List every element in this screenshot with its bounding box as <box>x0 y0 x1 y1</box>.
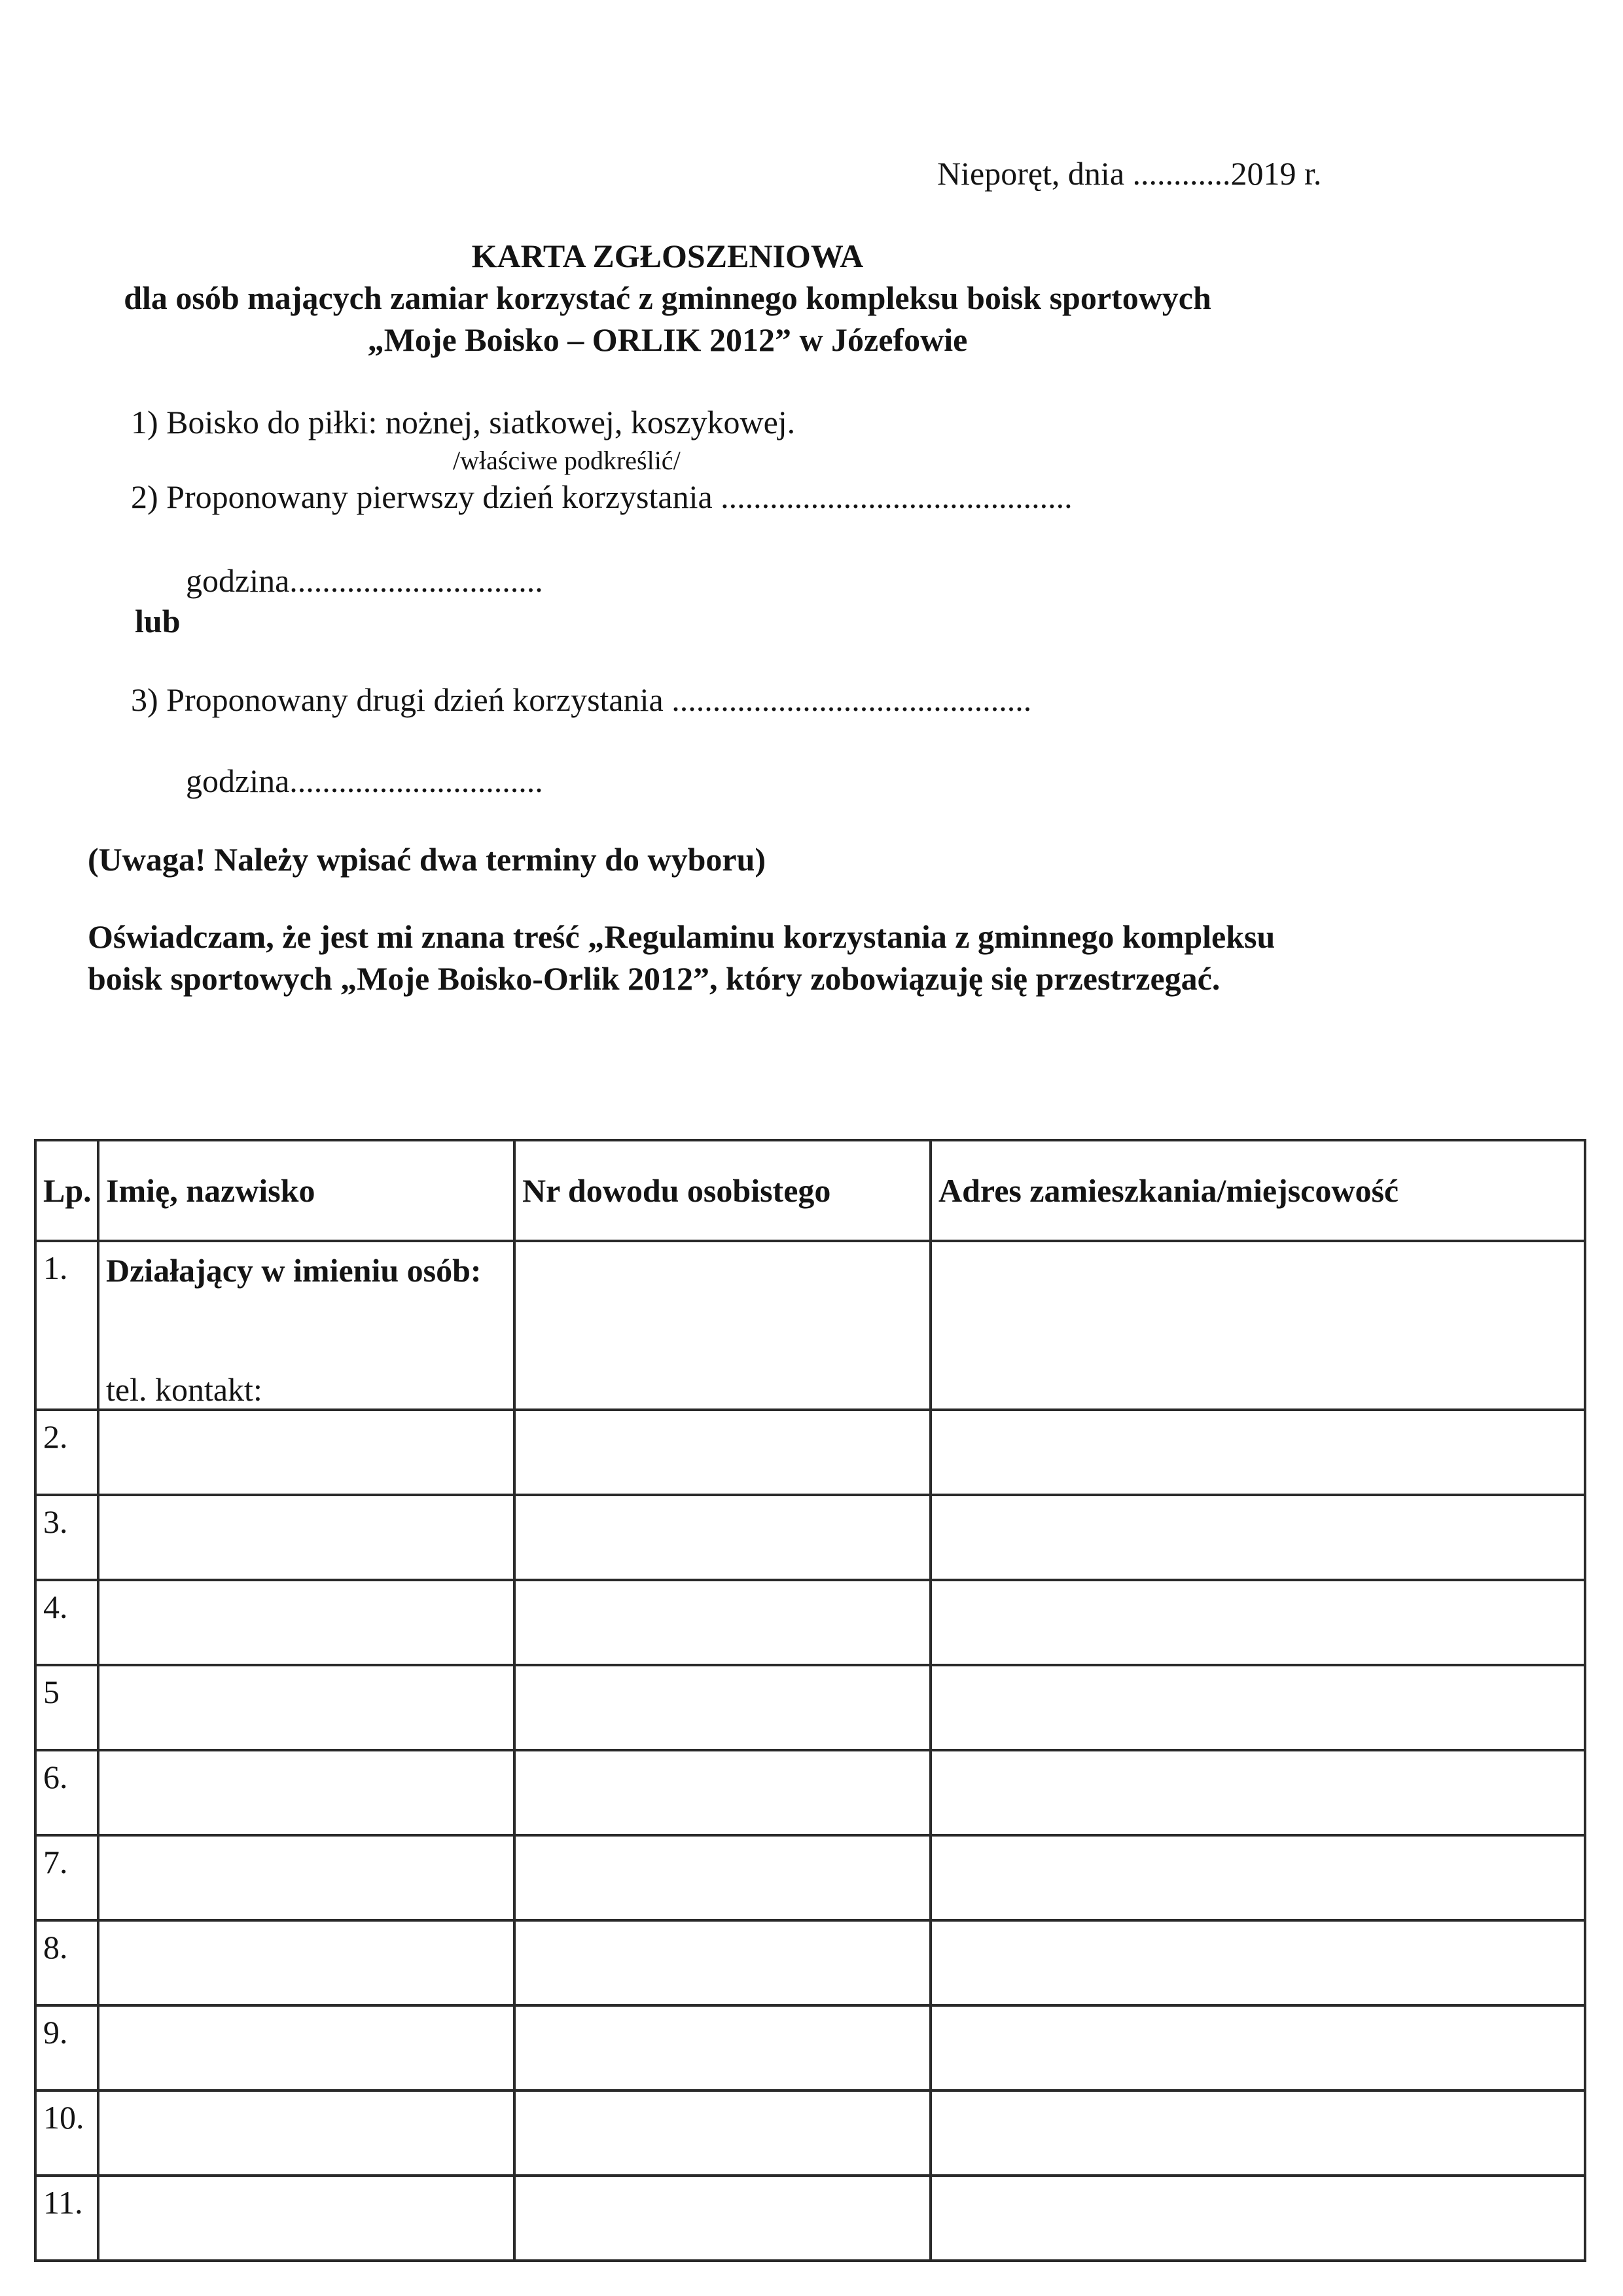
table-row <box>35 1920 1585 2005</box>
table-row <box>35 2090 1585 2176</box>
row-number: 8. <box>35 1920 98 2005</box>
row-number: 7. <box>35 1835 98 1920</box>
header-id-number: Nr dowodu osobistego <box>514 1140 931 1241</box>
name-cell[interactable] <box>98 1580 514 1665</box>
row-number: 3. <box>35 1495 98 1580</box>
name-cell[interactable] <box>98 1750 514 1835</box>
item-3-second-day[interactable]: 3) Proponowany drugi dzień korzystania ............................................ <box>131 681 1032 718</box>
place-date-line: Nieporęt, dnia ............2019 r. <box>937 155 1322 192</box>
row-number: 2. <box>35 1410 98 1495</box>
name-cell[interactable] <box>98 1410 514 1495</box>
address-cell[interactable] <box>931 2176 1585 2261</box>
form-subtitle: dla osób mających zamiar korzystać z gminnego kompleksu boisk sportowych <box>124 279 1211 316</box>
address-cell[interactable] <box>931 1835 1585 1920</box>
participants-table <box>34 1139 1586 2262</box>
row-number: 5 <box>35 1665 98 1750</box>
address-cell[interactable] <box>931 1410 1585 1495</box>
declaration-line-1: Oświadczam, że jest mi znana treść „Regulaminu korzystania z gminnego kompleksu <box>88 918 1275 955</box>
row-number: 1. <box>35 1241 98 1410</box>
item-1-field-type: 1) Boisko do piłki: nożnej, siatkowej, koszykowej. <box>131 404 796 440</box>
table-row <box>35 1241 1585 1410</box>
name-cell[interactable] <box>98 1920 514 2005</box>
address-cell[interactable] <box>931 1920 1585 2005</box>
address-cell[interactable] <box>931 1580 1585 1665</box>
id-number-cell[interactable] <box>514 1495 931 1580</box>
id-number-cell[interactable] <box>514 1241 931 1410</box>
row-number: 9. <box>35 2005 98 2090</box>
header-address: Adres zamieszkania/miejscowość <box>931 1140 1585 1241</box>
or-label: lub <box>135 603 181 639</box>
id-number-cell[interactable] <box>514 2090 931 2176</box>
name-cell[interactable] <box>98 1665 514 1750</box>
table-row <box>35 1495 1585 1580</box>
contact-phone-label: tel. kontakt: <box>106 1371 262 1408</box>
table-row <box>35 2176 1585 2261</box>
table-row <box>35 1410 1585 1495</box>
row-number: 4. <box>35 1580 98 1665</box>
item-3-hour[interactable]: godzina............................... <box>186 762 543 799</box>
address-cell[interactable] <box>931 1665 1585 1750</box>
row-number: 11. <box>35 2176 98 2261</box>
form-subtitle-venue: „Moje Boisko – ORLIK 2012” w Józefowie <box>367 321 968 358</box>
address-cell[interactable] <box>931 1750 1585 1835</box>
id-number-cell[interactable] <box>514 2176 931 2261</box>
table-row <box>35 1835 1585 1920</box>
address-cell[interactable] <box>931 1241 1585 1410</box>
form-title: KARTA ZGŁOSZENIOWA <box>471 238 864 274</box>
name-cell[interactable] <box>98 2005 514 2090</box>
row-number: 6. <box>35 1750 98 1835</box>
address-cell[interactable] <box>931 1495 1585 1580</box>
address-cell[interactable] <box>931 2090 1585 2176</box>
item-2-first-day[interactable]: 2) Proponowany pierwszy dzień korzystania ........................................... <box>131 478 1073 515</box>
item-2-hour[interactable]: godzina............................... <box>186 562 543 599</box>
name-cell[interactable] <box>98 2090 514 2176</box>
table-row <box>35 1580 1585 1665</box>
table-header-row <box>35 1140 1585 1241</box>
header-name: Imię, nazwisko <box>98 1140 514 1241</box>
name-cell[interactable] <box>98 1241 514 1410</box>
id-number-cell[interactable] <box>514 1835 931 1920</box>
item-1-note: /właściwe podkreślić/ <box>453 446 681 475</box>
name-cell[interactable] <box>98 2176 514 2261</box>
id-number-cell[interactable] <box>514 1580 931 1665</box>
id-number-cell[interactable] <box>514 1750 931 1835</box>
acting-on-behalf-label: Działający w imieniu osób: <box>106 1252 482 1289</box>
table-row <box>35 1750 1585 1835</box>
table-row <box>35 1665 1585 1750</box>
id-number-cell[interactable] <box>514 1665 931 1750</box>
id-number-cell[interactable] <box>514 2005 931 2090</box>
table-row <box>35 2005 1585 2090</box>
row-number: 10. <box>35 2090 98 2176</box>
header-lp: Lp. <box>35 1140 98 1241</box>
address-cell[interactable] <box>931 2005 1585 2090</box>
name-cell[interactable] <box>98 1835 514 1920</box>
name-cell[interactable] <box>98 1495 514 1580</box>
id-number-cell[interactable] <box>514 1920 931 2005</box>
id-number-cell[interactable] <box>514 1410 931 1495</box>
notice-text: (Uwaga! Należy wpisać dwa terminy do wyboru) <box>88 841 766 878</box>
declaration-line-2: boisk sportowych „Moje Boisko-Orlik 2012”, który zobowiązuję się przestrzegać. <box>88 960 1221 997</box>
